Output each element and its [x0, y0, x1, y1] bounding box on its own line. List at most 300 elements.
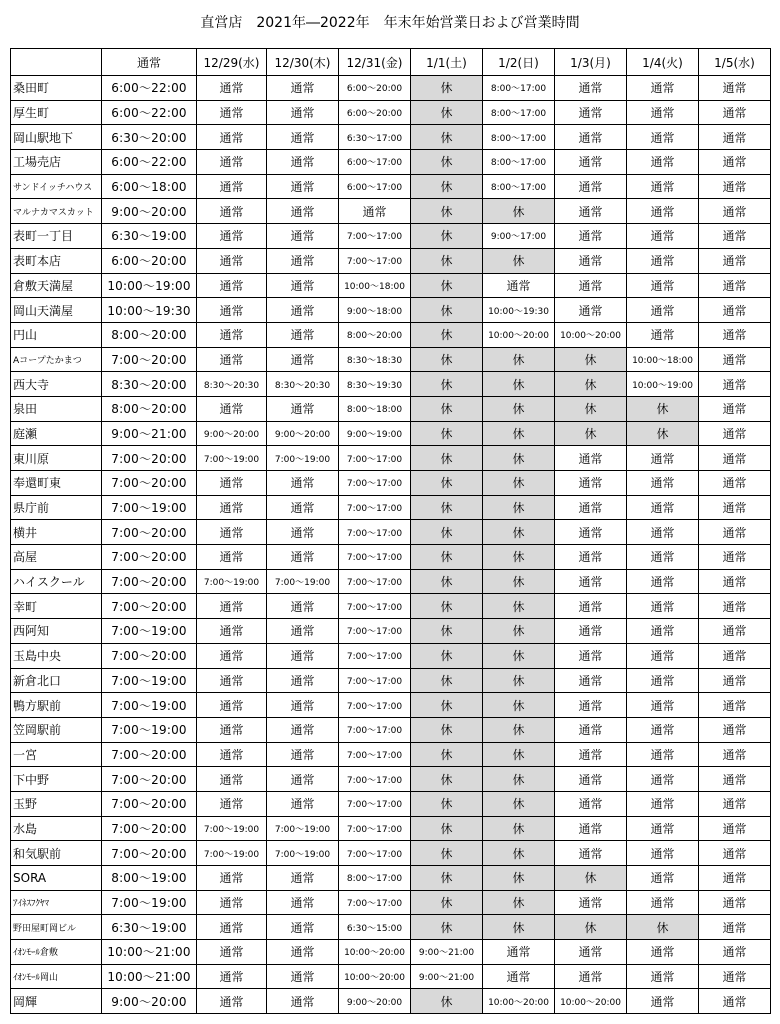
- day-cell: 休: [411, 471, 483, 496]
- day-cell: 7:00～17:00: [339, 717, 411, 742]
- header-col-2: 12/29(水): [197, 49, 267, 76]
- schedule-table: [10, 48, 771, 1014]
- day-cell: 通常: [699, 248, 771, 273]
- day-cell: 休: [411, 199, 483, 224]
- table-row: [11, 421, 771, 446]
- day-cell: 7:00～17:00: [339, 890, 411, 915]
- regular-hours: 9:00～21:00: [102, 421, 197, 446]
- day-cell: 通常: [627, 248, 699, 273]
- store-name: 玉野: [11, 791, 102, 816]
- day-cell: 7:00～19:00: [267, 841, 339, 866]
- day-cell: 通常: [197, 471, 267, 496]
- day-cell: 通常: [555, 273, 627, 298]
- store-name: 下中野: [11, 767, 102, 792]
- store-name: 水島: [11, 816, 102, 841]
- day-cell: 休: [411, 693, 483, 718]
- store-name: サンドイッチハウス: [11, 174, 102, 199]
- regular-hours: 7:00～19:00: [102, 668, 197, 693]
- table-row: [11, 989, 771, 1014]
- day-cell: 7:00～19:00: [197, 816, 267, 841]
- day-cell: 休: [411, 495, 483, 520]
- day-cell: 通常: [699, 989, 771, 1014]
- regular-hours: 7:00～20:00: [102, 471, 197, 496]
- header-row: [11, 49, 771, 76]
- day-cell: 7:00～17:00: [339, 569, 411, 594]
- day-cell: 通常: [627, 619, 699, 644]
- day-cell: 休: [483, 471, 555, 496]
- day-cell: 9:00～21:00: [411, 964, 483, 989]
- day-cell: 通常: [267, 915, 339, 940]
- day-cell: 休: [483, 372, 555, 397]
- day-cell: 通常: [699, 693, 771, 718]
- day-cell: 10:00～19:30: [483, 298, 555, 323]
- day-cell: 通常: [555, 791, 627, 816]
- day-cell: 休: [411, 767, 483, 792]
- store-name: 西大寺: [11, 372, 102, 397]
- store-name: 一宮: [11, 742, 102, 767]
- day-cell: 通常: [267, 199, 339, 224]
- day-cell: 8:00～17:00: [339, 866, 411, 891]
- day-cell: 7:00～19:00: [197, 569, 267, 594]
- day-cell: 通常: [627, 643, 699, 668]
- regular-hours: 6:00～22:00: [102, 100, 197, 125]
- day-cell: 通常: [267, 989, 339, 1014]
- store-name: ｲｵﾝﾓｰﾙ岡山: [11, 964, 102, 989]
- store-name: 円山: [11, 322, 102, 347]
- day-cell: 通常: [627, 989, 699, 1014]
- table-row: [11, 100, 771, 125]
- store-name: 工場売店: [11, 150, 102, 175]
- day-cell: 通常: [267, 396, 339, 421]
- day-cell: 7:00～17:00: [339, 767, 411, 792]
- day-cell: 通常: [267, 767, 339, 792]
- day-cell: 休: [483, 619, 555, 644]
- day-cell: 7:00～17:00: [339, 791, 411, 816]
- day-cell: 通常: [699, 495, 771, 520]
- day-cell: 休: [483, 841, 555, 866]
- day-cell: 通常: [197, 396, 267, 421]
- day-cell: 通常: [699, 643, 771, 668]
- day-cell: 通常: [627, 717, 699, 742]
- day-cell: 通常: [197, 866, 267, 891]
- day-cell: 休: [411, 248, 483, 273]
- day-cell: 通常: [197, 100, 267, 125]
- day-cell: 6:30～17:00: [339, 125, 411, 150]
- day-cell: 通常: [197, 668, 267, 693]
- store-name: 県庁前: [11, 495, 102, 520]
- store-name: 表町一丁目: [11, 224, 102, 249]
- day-cell: 通常: [267, 495, 339, 520]
- day-cell: 通常: [197, 273, 267, 298]
- table-row: [11, 446, 771, 471]
- day-cell: 休: [411, 742, 483, 767]
- day-cell: 通常: [197, 150, 267, 175]
- header-col-4: 12/31(金): [339, 49, 411, 76]
- day-cell: 通常: [627, 322, 699, 347]
- day-cell: 休: [411, 890, 483, 915]
- day-cell: 休: [483, 248, 555, 273]
- day-cell: 通常: [627, 940, 699, 965]
- day-cell: 通常: [627, 545, 699, 570]
- day-cell: 9:00～20:00: [267, 421, 339, 446]
- day-cell: 通常: [699, 322, 771, 347]
- regular-hours: 6:00～22:00: [102, 150, 197, 175]
- table-row: [11, 322, 771, 347]
- day-cell: 通常: [627, 520, 699, 545]
- day-cell: 7:00～17:00: [339, 224, 411, 249]
- day-cell: 通常: [699, 816, 771, 841]
- day-cell: 通常: [197, 495, 267, 520]
- day-cell: 通常: [699, 273, 771, 298]
- day-cell: 9:00～18:00: [339, 298, 411, 323]
- day-cell: 通常: [267, 471, 339, 496]
- table-row: [11, 520, 771, 545]
- day-cell: 10:00～20:00: [483, 989, 555, 1014]
- regular-hours: 6:00～20:00: [102, 248, 197, 273]
- day-cell: 休: [411, 298, 483, 323]
- day-cell: 通常: [555, 742, 627, 767]
- day-cell: 通常: [699, 940, 771, 965]
- day-cell: 通常: [555, 594, 627, 619]
- day-cell: 9:00～20:00: [197, 421, 267, 446]
- day-cell: 通常: [197, 199, 267, 224]
- store-name: 和気駅前: [11, 841, 102, 866]
- day-cell: 通常: [555, 717, 627, 742]
- day-cell: 通常: [699, 841, 771, 866]
- day-cell: 休: [483, 643, 555, 668]
- day-cell: 7:00～19:00: [197, 841, 267, 866]
- table-row: [11, 940, 771, 965]
- day-cell: 通常: [197, 520, 267, 545]
- day-cell: 休: [411, 76, 483, 101]
- store-name: 玉島中央: [11, 643, 102, 668]
- table-row: [11, 816, 771, 841]
- regular-hours: 8:00～20:00: [102, 396, 197, 421]
- day-cell: 休: [411, 791, 483, 816]
- day-cell: 通常: [197, 915, 267, 940]
- day-cell: 通常: [699, 545, 771, 570]
- store-name: 幸町: [11, 594, 102, 619]
- day-cell: 8:00～17:00: [483, 125, 555, 150]
- day-cell: 6:00～20:00: [339, 76, 411, 101]
- header-col-6: 1/2(日): [483, 49, 555, 76]
- day-cell: 休: [555, 866, 627, 891]
- day-cell: 通常: [197, 717, 267, 742]
- day-cell: 通常: [267, 174, 339, 199]
- day-cell: 通常: [555, 446, 627, 471]
- day-cell: 通常: [555, 545, 627, 570]
- day-cell: 通常: [197, 347, 267, 372]
- table-row: [11, 791, 771, 816]
- day-cell: 休: [483, 915, 555, 940]
- header-col-5: 1/1(土): [411, 49, 483, 76]
- day-cell: 通常: [267, 791, 339, 816]
- day-cell: 7:00～17:00: [339, 668, 411, 693]
- day-cell: 8:00～17:00: [483, 76, 555, 101]
- store-name: 厚生町: [11, 100, 102, 125]
- day-cell: 7:00～19:00: [197, 446, 267, 471]
- day-cell: 休: [483, 668, 555, 693]
- day-cell: 通常: [555, 890, 627, 915]
- day-cell: 7:00～17:00: [339, 545, 411, 570]
- day-cell: 通常: [699, 866, 771, 891]
- day-cell: 休: [411, 100, 483, 125]
- day-cell: 通常: [267, 964, 339, 989]
- day-cell: 通常: [197, 940, 267, 965]
- table-row: [11, 964, 771, 989]
- table-row: [11, 841, 771, 866]
- day-cell: 通常: [197, 890, 267, 915]
- day-cell: 通常: [555, 248, 627, 273]
- day-cell: 7:00～17:00: [339, 495, 411, 520]
- regular-hours: 7:00～20:00: [102, 446, 197, 471]
- day-cell: 7:00～17:00: [339, 471, 411, 496]
- day-cell: 通常: [699, 619, 771, 644]
- day-cell: 通常: [699, 890, 771, 915]
- day-cell: 休: [483, 446, 555, 471]
- table-row: [11, 866, 771, 891]
- header-col-9: 1/5(水): [699, 49, 771, 76]
- day-cell: 通常: [699, 569, 771, 594]
- day-cell: 休: [411, 150, 483, 175]
- day-cell: 8:00～18:00: [339, 396, 411, 421]
- day-cell: 6:00～17:00: [339, 150, 411, 175]
- header-col-1: 通常: [102, 49, 197, 76]
- schedule-body: [11, 76, 771, 1014]
- regular-hours: 6:00～18:00: [102, 174, 197, 199]
- store-name: 倉敷天満屋: [11, 273, 102, 298]
- day-cell: 7:00～17:00: [339, 742, 411, 767]
- day-cell: 通常: [627, 569, 699, 594]
- regular-hours: 9:00～20:00: [102, 199, 197, 224]
- regular-hours: 8:00～20:00: [102, 322, 197, 347]
- table-row: [11, 347, 771, 372]
- day-cell: 通常: [483, 940, 555, 965]
- table-row: [11, 125, 771, 150]
- store-name: 桑田町: [11, 76, 102, 101]
- day-cell: 通常: [555, 816, 627, 841]
- day-cell: 7:00～17:00: [339, 446, 411, 471]
- day-cell: 8:00～20:00: [339, 322, 411, 347]
- day-cell: 10:00～18:00: [627, 347, 699, 372]
- table-row: [11, 569, 771, 594]
- day-cell: 8:00～17:00: [483, 174, 555, 199]
- day-cell: 休: [411, 594, 483, 619]
- day-cell: 通常: [267, 224, 339, 249]
- day-cell: 通常: [339, 199, 411, 224]
- day-cell: 通常: [197, 619, 267, 644]
- day-cell: 通常: [627, 767, 699, 792]
- store-name: 野田屋町岡ビル: [11, 915, 102, 940]
- day-cell: 通常: [197, 174, 267, 199]
- day-cell: 通常: [627, 742, 699, 767]
- day-cell: 通常: [197, 964, 267, 989]
- table-row: [11, 273, 771, 298]
- day-cell: 通常: [699, 767, 771, 792]
- day-cell: 7:00～17:00: [339, 693, 411, 718]
- day-cell: 通常: [267, 594, 339, 619]
- table-row: [11, 594, 771, 619]
- day-cell: 通常: [699, 199, 771, 224]
- day-cell: 通常: [197, 791, 267, 816]
- day-cell: 通常: [555, 767, 627, 792]
- regular-hours: 7:00～20:00: [102, 742, 197, 767]
- day-cell: 休: [555, 347, 627, 372]
- day-cell: 通常: [699, 421, 771, 446]
- day-cell: 通常: [699, 174, 771, 199]
- day-cell: 休: [411, 125, 483, 150]
- day-cell: 通常: [555, 298, 627, 323]
- day-cell: 通常: [627, 791, 699, 816]
- regular-hours: 7:00～20:00: [102, 816, 197, 841]
- day-cell: 休: [411, 866, 483, 891]
- day-cell: 休: [555, 396, 627, 421]
- day-cell: 8:30～18:30: [339, 347, 411, 372]
- store-name: ｲｵﾝﾓｰﾙ倉敷: [11, 940, 102, 965]
- store-name: SORA: [11, 866, 102, 891]
- day-cell: 7:00～19:00: [267, 446, 339, 471]
- day-cell: 休: [411, 668, 483, 693]
- day-cell: 休: [483, 742, 555, 767]
- day-cell: 通常: [197, 643, 267, 668]
- regular-hours: 10:00～21:00: [102, 940, 197, 965]
- day-cell: 10:00～19:00: [627, 372, 699, 397]
- day-cell: 通常: [627, 668, 699, 693]
- day-cell: 通常: [555, 471, 627, 496]
- regular-hours: 7:00～20:00: [102, 594, 197, 619]
- regular-hours: 7:00～20:00: [102, 347, 197, 372]
- regular-hours: 6:30～19:00: [102, 915, 197, 940]
- regular-hours: 6:30～19:00: [102, 224, 197, 249]
- day-cell: 通常: [555, 619, 627, 644]
- day-cell: 休: [555, 421, 627, 446]
- header-col-3: 12/30(木): [267, 49, 339, 76]
- store-name: Aコープたかまつ: [11, 347, 102, 372]
- day-cell: 休: [483, 767, 555, 792]
- store-name: 鴨方駅前: [11, 693, 102, 718]
- table-row: [11, 643, 771, 668]
- day-cell: 通常: [267, 150, 339, 175]
- regular-hours: 7:00～20:00: [102, 841, 197, 866]
- day-cell: 通常: [699, 150, 771, 175]
- day-cell: 6:00～17:00: [339, 174, 411, 199]
- day-cell: 通常: [699, 76, 771, 101]
- table-row: [11, 890, 771, 915]
- store-name: ｱｲﾈｽﾌｸﾔﾏ: [11, 890, 102, 915]
- day-cell: 休: [411, 569, 483, 594]
- day-cell: 8:30～19:30: [339, 372, 411, 397]
- table-row: [11, 224, 771, 249]
- store-name: 岡輝: [11, 989, 102, 1014]
- page-title: 直営店 2021年―2022年 年末年始営業日および営業時間: [200, 15, 580, 31]
- day-cell: 通常: [267, 742, 339, 767]
- day-cell: 通常: [267, 248, 339, 273]
- table-row: [11, 372, 771, 397]
- day-cell: 休: [411, 396, 483, 421]
- day-cell: 通常: [267, 100, 339, 125]
- day-cell: 通常: [197, 125, 267, 150]
- day-cell: 通常: [267, 545, 339, 570]
- day-cell: 通常: [197, 742, 267, 767]
- store-name: 西阿知: [11, 619, 102, 644]
- day-cell: 通常: [699, 717, 771, 742]
- day-cell: 10:00～18:00: [339, 273, 411, 298]
- day-cell: 10:00～20:00: [339, 940, 411, 965]
- day-cell: 通常: [267, 125, 339, 150]
- day-cell: 通常: [627, 446, 699, 471]
- regular-hours: 8:30～20:00: [102, 372, 197, 397]
- regular-hours: 7:00～20:00: [102, 545, 197, 570]
- day-cell: 通常: [267, 347, 339, 372]
- day-cell: 休: [483, 421, 555, 446]
- day-cell: 休: [411, 717, 483, 742]
- header-col-7: 1/3(月): [555, 49, 627, 76]
- day-cell: 休: [483, 717, 555, 742]
- store-name: マルナカマスカット: [11, 199, 102, 224]
- header-store: [11, 49, 102, 76]
- store-name: 横井: [11, 520, 102, 545]
- regular-hours: 7:00～20:00: [102, 767, 197, 792]
- day-cell: 休: [627, 396, 699, 421]
- regular-hours: 7:00～19:00: [102, 693, 197, 718]
- day-cell: 通常: [699, 224, 771, 249]
- day-cell: 休: [411, 545, 483, 570]
- day-cell: 休: [483, 495, 555, 520]
- day-cell: 休: [483, 693, 555, 718]
- day-cell: 通常: [699, 964, 771, 989]
- day-cell: 通常: [627, 964, 699, 989]
- day-cell: 休: [483, 791, 555, 816]
- regular-hours: 6:30～20:00: [102, 125, 197, 150]
- day-cell: 休: [483, 396, 555, 421]
- day-cell: 通常: [699, 915, 771, 940]
- day-cell: 通常: [267, 717, 339, 742]
- day-cell: 休: [411, 619, 483, 644]
- day-cell: 通常: [627, 298, 699, 323]
- day-cell: 通常: [627, 100, 699, 125]
- day-cell: 休: [483, 520, 555, 545]
- day-cell: 通常: [627, 841, 699, 866]
- day-cell: 休: [411, 446, 483, 471]
- day-cell: 通常: [197, 298, 267, 323]
- day-cell: 9:00～17:00: [483, 224, 555, 249]
- day-cell: 9:00～20:00: [339, 989, 411, 1014]
- day-cell: 通常: [555, 495, 627, 520]
- day-cell: 6:30～15:00: [339, 915, 411, 940]
- day-cell: 通常: [267, 619, 339, 644]
- day-cell: 通常: [699, 347, 771, 372]
- regular-hours: 7:00～19:00: [102, 890, 197, 915]
- day-cell: 7:00～17:00: [339, 816, 411, 841]
- day-cell: 10:00～20:00: [555, 989, 627, 1014]
- regular-hours: 7:00～20:00: [102, 791, 197, 816]
- day-cell: 通常: [555, 150, 627, 175]
- day-cell: 通常: [555, 569, 627, 594]
- day-cell: 通常: [555, 668, 627, 693]
- day-cell: 通常: [627, 495, 699, 520]
- day-cell: 休: [483, 594, 555, 619]
- day-cell: 通常: [699, 471, 771, 496]
- table-row: [11, 545, 771, 570]
- day-cell: 休: [411, 174, 483, 199]
- day-cell: 通常: [555, 174, 627, 199]
- day-cell: 通常: [627, 594, 699, 619]
- day-cell: 休: [411, 643, 483, 668]
- day-cell: 通常: [699, 100, 771, 125]
- table-row: [11, 495, 771, 520]
- day-cell: 通常: [197, 989, 267, 1014]
- regular-hours: 7:00～19:00: [102, 495, 197, 520]
